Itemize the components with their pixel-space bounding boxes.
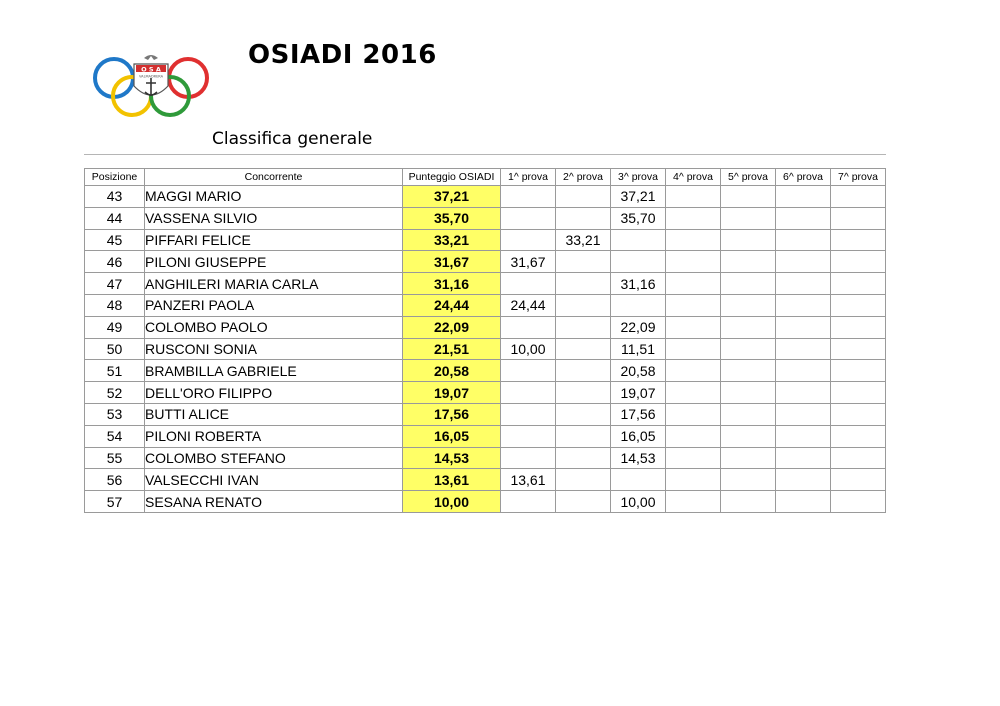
cell-prova-2 bbox=[556, 382, 611, 404]
cell-prova-4 bbox=[666, 491, 721, 513]
cell-prova-7 bbox=[831, 273, 886, 295]
cell-prova-6 bbox=[776, 360, 831, 382]
cell-prova-6 bbox=[776, 186, 831, 208]
cell-prova-2 bbox=[556, 316, 611, 338]
table-row bbox=[85, 207, 886, 229]
cell-concorrente: COLOMBO PAOLO bbox=[145, 316, 403, 338]
cell-prova-6 bbox=[776, 491, 831, 513]
cell-posizione: 46 bbox=[85, 251, 145, 273]
cell-prova-5 bbox=[721, 186, 776, 208]
table-row bbox=[85, 425, 886, 447]
logo-subtext: VALMADRERA bbox=[139, 74, 163, 79]
col-header-prova-7: 7^ prova bbox=[831, 169, 886, 186]
cell-prova-3: 20,58 bbox=[611, 360, 666, 382]
cell-punteggio: 22,09 bbox=[403, 316, 501, 338]
cell-prova-6 bbox=[776, 273, 831, 295]
cell-prova-7 bbox=[831, 229, 886, 251]
cell-concorrente: COLOMBO STEFANO bbox=[145, 447, 403, 469]
cell-concorrente: PILONI GIUSEPPE bbox=[145, 251, 403, 273]
cell-posizione: 47 bbox=[85, 273, 145, 295]
cell-prova-6 bbox=[776, 251, 831, 273]
cell-punteggio: 19,07 bbox=[403, 382, 501, 404]
cell-prova-3: 19,07 bbox=[611, 382, 666, 404]
cell-posizione: 43 bbox=[85, 186, 145, 208]
cell-prova-5 bbox=[721, 360, 776, 382]
cell-posizione: 51 bbox=[85, 360, 145, 382]
cell-prova-4 bbox=[666, 186, 721, 208]
cell-prova-4 bbox=[666, 316, 721, 338]
cell-concorrente: PANZERI PAOLA bbox=[145, 294, 403, 316]
cell-concorrente: PILONI ROBERTA bbox=[145, 425, 403, 447]
cell-prova-5 bbox=[721, 447, 776, 469]
table-row bbox=[85, 360, 886, 382]
col-header-prova-2: 2^ prova bbox=[556, 169, 611, 186]
cell-prova-5 bbox=[721, 273, 776, 295]
cell-prova-3: 35,70 bbox=[611, 207, 666, 229]
cell-prova-7 bbox=[831, 186, 886, 208]
cell-prova-1 bbox=[501, 207, 556, 229]
cell-punteggio: 35,70 bbox=[403, 207, 501, 229]
cell-punteggio: 31,67 bbox=[403, 251, 501, 273]
cell-prova-6 bbox=[776, 403, 831, 425]
cell-posizione: 49 bbox=[85, 316, 145, 338]
col-header-prova-3: 3^ prova bbox=[611, 169, 666, 186]
cell-punteggio: 33,21 bbox=[403, 229, 501, 251]
page-title: OSIADI 2016 bbox=[248, 40, 437, 70]
cell-prova-6 bbox=[776, 447, 831, 469]
table-body bbox=[85, 186, 886, 513]
cell-prova-4 bbox=[666, 229, 721, 251]
cell-prova-6 bbox=[776, 382, 831, 404]
cell-prova-3: 17,56 bbox=[611, 403, 666, 425]
cell-prova-2 bbox=[556, 338, 611, 360]
cell-concorrente: VALSECCHI IVAN bbox=[145, 469, 403, 491]
eagle-icon bbox=[144, 55, 158, 60]
cell-prova-5 bbox=[721, 207, 776, 229]
cell-punteggio: 16,05 bbox=[403, 425, 501, 447]
cell-prova-7 bbox=[831, 360, 886, 382]
cell-concorrente: RUSCONI SONIA bbox=[145, 338, 403, 360]
cell-prova-1 bbox=[501, 403, 556, 425]
cell-prova-1 bbox=[501, 447, 556, 469]
cell-concorrente: VASSENA SILVIO bbox=[145, 207, 403, 229]
table-row bbox=[85, 186, 886, 208]
cell-prova-3: 10,00 bbox=[611, 491, 666, 513]
cell-prova-7 bbox=[831, 316, 886, 338]
cell-prova-2 bbox=[556, 186, 611, 208]
cell-posizione: 50 bbox=[85, 338, 145, 360]
col-header-punteggio: Punteggio OSIADI bbox=[403, 169, 501, 186]
cell-posizione: 52 bbox=[85, 382, 145, 404]
cell-prova-6 bbox=[776, 469, 831, 491]
cell-punteggio: 21,51 bbox=[403, 338, 501, 360]
cell-prova-1 bbox=[501, 491, 556, 513]
cell-punteggio: 31,16 bbox=[403, 273, 501, 295]
cell-prova-2 bbox=[556, 294, 611, 316]
cell-prova-2 bbox=[556, 425, 611, 447]
table-row bbox=[85, 273, 886, 295]
cell-punteggio: 20,58 bbox=[403, 360, 501, 382]
cell-prova-4 bbox=[666, 382, 721, 404]
cell-prova-6 bbox=[776, 425, 831, 447]
cell-prova-3: 11,51 bbox=[611, 338, 666, 360]
cell-prova-3 bbox=[611, 229, 666, 251]
cell-prova-4 bbox=[666, 469, 721, 491]
cell-concorrente: PIFFARI FELICE bbox=[145, 229, 403, 251]
cell-prova-4 bbox=[666, 360, 721, 382]
table-row bbox=[85, 338, 886, 360]
cell-prova-5 bbox=[721, 229, 776, 251]
cell-punteggio: 10,00 bbox=[403, 491, 501, 513]
cell-prova-3: 16,05 bbox=[611, 425, 666, 447]
cell-prova-7 bbox=[831, 469, 886, 491]
cell-prova-5 bbox=[721, 469, 776, 491]
col-header-posizione: Posizione bbox=[85, 169, 145, 186]
cell-prova-3 bbox=[611, 469, 666, 491]
cell-posizione: 56 bbox=[85, 469, 145, 491]
cell-prova-1 bbox=[501, 316, 556, 338]
cell-prova-1 bbox=[501, 382, 556, 404]
cell-prova-6 bbox=[776, 207, 831, 229]
cell-prova-2 bbox=[556, 469, 611, 491]
osiadi-logo bbox=[88, 48, 214, 120]
cell-prova-4 bbox=[666, 273, 721, 295]
cell-prova-3: 14,53 bbox=[611, 447, 666, 469]
cell-prova-2: 33,21 bbox=[556, 229, 611, 251]
cell-prova-1: 24,44 bbox=[501, 294, 556, 316]
cell-prova-5 bbox=[721, 403, 776, 425]
cell-posizione: 57 bbox=[85, 491, 145, 513]
cell-prova-2 bbox=[556, 273, 611, 295]
cell-prova-1 bbox=[501, 425, 556, 447]
cell-prova-7 bbox=[831, 425, 886, 447]
cell-prova-4 bbox=[666, 294, 721, 316]
cell-prova-2 bbox=[556, 491, 611, 513]
col-header-prova-6: 6^ prova bbox=[776, 169, 831, 186]
cell-concorrente: BRAMBILLA GABRIELE bbox=[145, 360, 403, 382]
col-header-concorrente: Concorrente bbox=[145, 169, 403, 186]
table-row bbox=[85, 382, 886, 404]
cell-prova-1 bbox=[501, 229, 556, 251]
cell-prova-1: 31,67 bbox=[501, 251, 556, 273]
cell-prova-5 bbox=[721, 251, 776, 273]
cell-prova-7 bbox=[831, 491, 886, 513]
logo-text: O S A bbox=[141, 65, 161, 74]
cell-prova-5 bbox=[721, 425, 776, 447]
cell-prova-1 bbox=[501, 186, 556, 208]
col-header-prova-4: 4^ prova bbox=[666, 169, 721, 186]
cell-prova-1 bbox=[501, 273, 556, 295]
cell-posizione: 44 bbox=[85, 207, 145, 229]
cell-punteggio: 37,21 bbox=[403, 186, 501, 208]
cell-punteggio: 13,61 bbox=[403, 469, 501, 491]
cell-prova-7 bbox=[831, 294, 886, 316]
cell-posizione: 53 bbox=[85, 403, 145, 425]
cell-punteggio: 17,56 bbox=[403, 403, 501, 425]
table-row bbox=[85, 294, 886, 316]
cell-posizione: 48 bbox=[85, 294, 145, 316]
cell-prova-1: 13,61 bbox=[501, 469, 556, 491]
cell-prova-7 bbox=[831, 251, 886, 273]
col-header-prova-5: 5^ prova bbox=[721, 169, 776, 186]
cell-prova-4 bbox=[666, 447, 721, 469]
cell-prova-5 bbox=[721, 316, 776, 338]
table-row bbox=[85, 403, 886, 425]
cell-posizione: 55 bbox=[85, 447, 145, 469]
cell-prova-3: 31,16 bbox=[611, 273, 666, 295]
table-row bbox=[85, 491, 886, 513]
cell-prova-7 bbox=[831, 338, 886, 360]
cell-prova-1: 10,00 bbox=[501, 338, 556, 360]
col-header-prova-1: 1^ prova bbox=[501, 169, 556, 186]
cell-posizione: 54 bbox=[85, 425, 145, 447]
cell-prova-2 bbox=[556, 207, 611, 229]
cell-prova-5 bbox=[721, 382, 776, 404]
table-row bbox=[85, 447, 886, 469]
cell-prova-7 bbox=[831, 447, 886, 469]
cell-concorrente: DELL'ORO FILIPPO bbox=[145, 382, 403, 404]
table-row bbox=[85, 251, 886, 273]
cell-prova-4 bbox=[666, 338, 721, 360]
cell-concorrente: BUTTI ALICE bbox=[145, 403, 403, 425]
cell-prova-2 bbox=[556, 403, 611, 425]
cell-posizione: 45 bbox=[85, 229, 145, 251]
cell-concorrente: MAGGI MARIO bbox=[145, 186, 403, 208]
cell-prova-4 bbox=[666, 251, 721, 273]
cell-prova-1 bbox=[501, 360, 556, 382]
cell-prova-3: 22,09 bbox=[611, 316, 666, 338]
cell-prova-3 bbox=[611, 294, 666, 316]
table-row bbox=[85, 469, 886, 491]
cell-concorrente: ANGHILERI MARIA CARLA bbox=[145, 273, 403, 295]
cell-prova-4 bbox=[666, 425, 721, 447]
cell-prova-5 bbox=[721, 491, 776, 513]
cell-prova-6 bbox=[776, 229, 831, 251]
table-row bbox=[85, 316, 886, 338]
standings-table bbox=[84, 168, 886, 513]
table-header-row bbox=[85, 169, 886, 186]
cell-prova-4 bbox=[666, 403, 721, 425]
page-subtitle: Classifica generale bbox=[212, 129, 373, 149]
cell-prova-6 bbox=[776, 294, 831, 316]
cell-prova-2 bbox=[556, 360, 611, 382]
cell-prova-3 bbox=[611, 251, 666, 273]
cell-punteggio: 24,44 bbox=[403, 294, 501, 316]
cell-prova-7 bbox=[831, 382, 886, 404]
cell-prova-4 bbox=[666, 207, 721, 229]
cell-prova-3: 37,21 bbox=[611, 186, 666, 208]
table-row bbox=[85, 229, 886, 251]
cell-prova-6 bbox=[776, 338, 831, 360]
cell-concorrente: SESANA RENATO bbox=[145, 491, 403, 513]
cell-prova-7 bbox=[831, 207, 886, 229]
cell-prova-2 bbox=[556, 251, 611, 273]
cell-prova-5 bbox=[721, 294, 776, 316]
cell-prova-6 bbox=[776, 316, 831, 338]
cell-prova-5 bbox=[721, 338, 776, 360]
cell-prova-2 bbox=[556, 447, 611, 469]
subtitle-divider bbox=[84, 154, 886, 155]
cell-punteggio: 14,53 bbox=[403, 447, 501, 469]
cell-prova-7 bbox=[831, 403, 886, 425]
